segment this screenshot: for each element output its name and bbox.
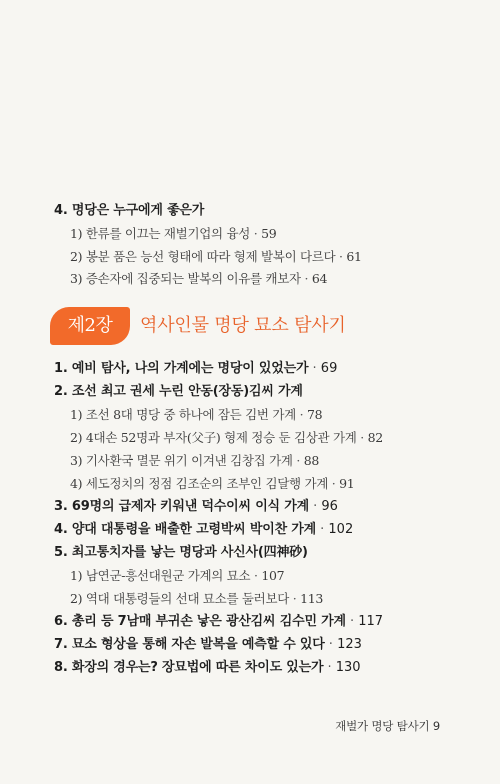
toc-sub-entry: 1) 한류를 이끄는 재벌기업의 융성 · 59	[70, 226, 277, 241]
page-number: 82	[367, 430, 383, 445]
toc-sub-entry: 3) 증손자에 집중되는 발복의 이유를 캐보자 · 64	[70, 271, 328, 286]
toc-entry: 3. 69명의 급제자 키워낸 덕수이씨 이식 가계 · 96	[54, 499, 338, 514]
toc-entry: 8. 화장의 경우는? 장묘법에 따른 차이도 있는가 · 130	[54, 660, 361, 675]
toc-entry: 4. 양대 대통령을 배출한 고령박씨 박이찬 가계 · 102	[54, 522, 354, 537]
chapter-title: 역사인물 명당 묘소 탐사기	[140, 315, 346, 336]
folio-number: 9	[432, 719, 440, 733]
toc-sub-entry: 3) 기사환국 멸문 위기 이겨낸 김창집 가계 · 88	[70, 453, 320, 468]
page-number: 130	[335, 660, 361, 675]
page-number: 69	[320, 361, 338, 376]
page-number: 88	[303, 453, 320, 468]
toc-entry-title: 4. 명당은 누구에게 좋은가	[54, 203, 205, 218]
page-number: 96	[321, 499, 338, 514]
toc-entry: 6. 총리 등 7남매 부귀손 낳은 광산김씨 김수민 가계 · 117	[54, 614, 384, 629]
toc-sub-entry: 2) 역대 대통령들의 선대 묘소를 둘러보다 · 113	[70, 591, 324, 606]
running-title: 재벌가 명당 탐사기	[335, 719, 430, 733]
page-number: 102	[328, 522, 354, 537]
page-number: 64	[311, 271, 328, 286]
chapter-badge: 제2장	[50, 307, 130, 345]
toc-sub-entry: 2) 4대손 52명과 부자(父子) 형제 정승 둔 김상관 가계 · 82	[70, 430, 383, 445]
page-number: 91	[339, 476, 355, 491]
toc-sub-entry: 1) 남연군-흥선대원군 가계의 묘소 · 107	[70, 568, 285, 583]
page-number: 123	[337, 637, 362, 652]
page-number: 113	[300, 591, 324, 606]
page-number: 117	[358, 614, 384, 629]
page-number: 107	[261, 568, 285, 583]
toc-entry: 5. 최고통치자를 낳는 명당과 사신사(四神砂)	[54, 545, 308, 560]
page-number: 61	[346, 249, 362, 264]
toc-entry-section-4	[54, 202, 204, 220]
toc-entry: 7. 묘소 형상을 통해 자손 발복을 예측할 수 있다 · 123	[54, 637, 362, 652]
toc-sub-entry: 4) 세도정치의 정점 김조순의 조부인 김달행 가계 · 91	[70, 476, 355, 491]
toc-sub-entry: 1) 조선 8대 명당 중 하나에 잠든 김번 가계 · 78	[70, 407, 323, 422]
toc-entry: 2. 조선 최고 권세 누린 안동(장동)김씨 가계	[54, 384, 303, 399]
toc-entry: 1. 예비 탐사, 나의 가계에는 명당이 있었는가 · 69	[54, 361, 338, 376]
toc-sub-entry: 2) 봉분 품은 능선 형태에 따라 형제 발복이 다르다 · 61	[70, 249, 362, 264]
page-number: 59	[261, 226, 277, 241]
page-number: 78	[306, 407, 323, 422]
page-footer	[335, 718, 440, 734]
